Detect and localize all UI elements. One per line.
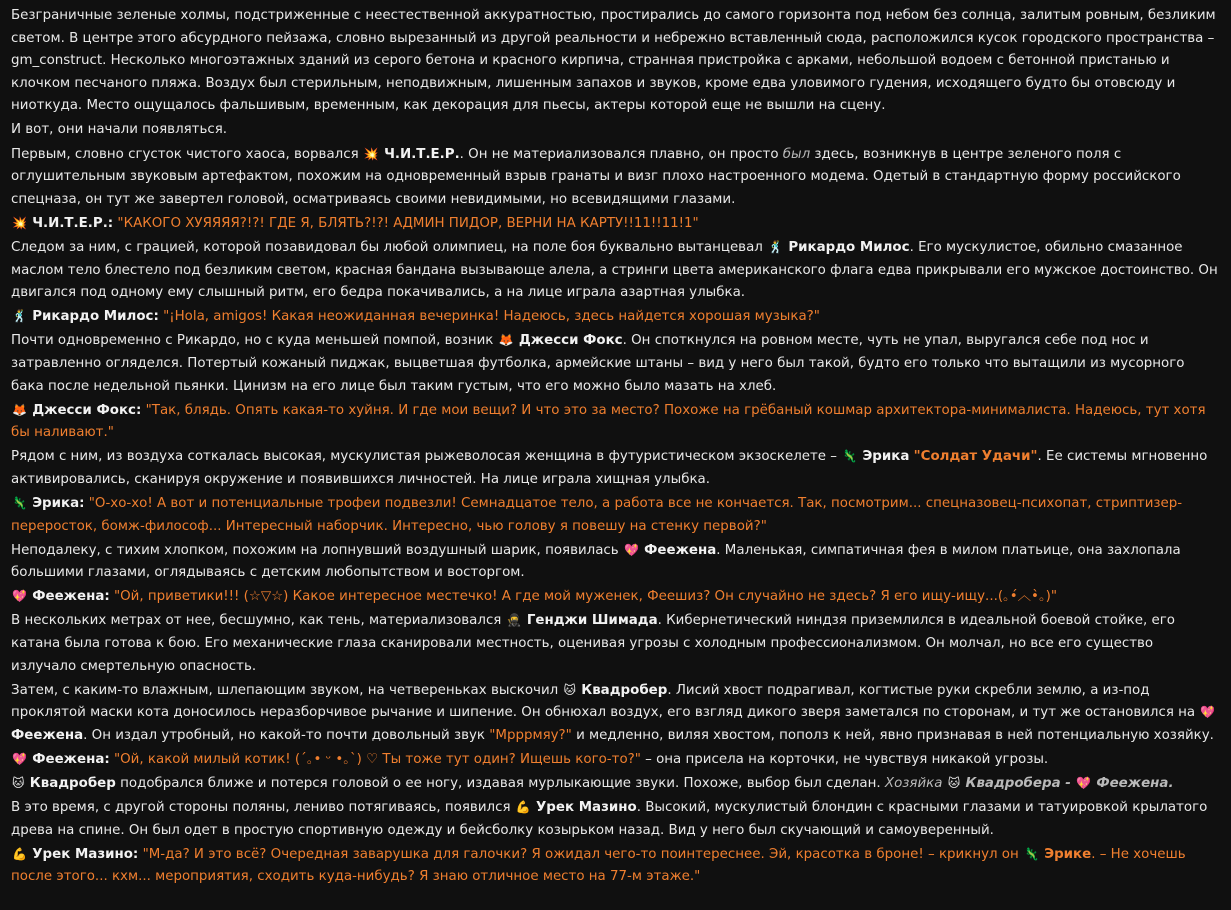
character-name-jessie: Джесси Фокс xyxy=(518,333,623,349)
narration-text: В это время, с другой стороны поляны, лениво потягиваясь, появился xyxy=(11,800,515,816)
dialogue-line xyxy=(11,493,1221,538)
narration-text: . Он не материализовался плавно, он просто xyxy=(459,146,783,162)
narration-text: . Он издал утробный, но какой-то почти довольный звук xyxy=(83,727,490,743)
italic-bold-text: Квадробера - xyxy=(965,776,1071,792)
cat-icon: 🐱 xyxy=(12,776,25,791)
heart-icon: 💖 xyxy=(12,752,27,766)
heart-icon: 💖 xyxy=(12,589,27,604)
narration-paragraph xyxy=(11,610,1221,678)
narration-text: и медленно, виляя хвостом, пополз к ней, явно признавая в ней потенциальную хозяйку. xyxy=(571,727,1214,743)
speaker-name: Ч.И.Т.Е.Р.: xyxy=(32,215,114,231)
speaker-name: Феежена: xyxy=(32,589,110,605)
dialogue-quote: "¡Hola, amigos! Какая неожиданная вечеринка! Надеюсь, здесь найдется хорошая музыка?" xyxy=(163,309,820,325)
dialogue-quote: "Ой, приветики!!! (☆▽☆) Какое интересное местечко! А где мой муженек, Феешиз? Он случайно не здесь? Я его ищу-ищу...(｡•́︿•̀｡)" xyxy=(113,589,1058,605)
narration-paragraph xyxy=(11,237,1221,305)
dialogue-quote: "Ой, какой милый котик! (´｡• ᵕ •｡`) ♡ Ты тоже тут один? Ищешь кого-то?" xyxy=(113,752,641,767)
character-name-feezhena: Феежена xyxy=(644,542,717,558)
narration-text: . Высокий, мускулистый блондин с красными глазами и татуировкой крылатого древа на спине. Он был одет в простую спортивную одежду и бейсболку козырьком назад. Вид у него был скучающий и самоуверенный. xyxy=(11,800,1208,838)
character-name-genji: Генджи Шимада xyxy=(526,613,658,629)
narration-paragraph xyxy=(11,540,1221,585)
fox-icon: 🦊 xyxy=(12,402,27,417)
fox-icon: 🦊 xyxy=(498,333,514,348)
speaker-name: Урек Мазино: xyxy=(32,846,139,862)
narration-text: Затем, с каким-то влажным, шлепающим звуком, на четвереньках выскочил xyxy=(11,682,563,698)
narration-text: И вот, они начали появляться. xyxy=(11,122,228,138)
narration-text: В нескольких метрах от нее, бесшумно, как тень, материализовался xyxy=(11,613,506,629)
heart-icon: 💖 xyxy=(1076,776,1092,791)
dancer-icon: 🕺 xyxy=(768,239,784,254)
narration-text: Безграничные зеленые холмы, подстриженные с неестественной аккуратностью, простирались до самого горизонта под небом без солнца, залитым ровным, безликим светом. В центре этого абсурдного пейзажа, словно вырезанный из другой реальности и небрежно вставленный сюда, расположился кусок городского пространства – gm_construct. Несколько многоэтажных зданий из серого бетона и красного кирпича, странная пристройка с арками, небольшой водоем с бетонной пристанью и клочком песчаного пляжа. Воздух был стерильным, неподвижным, лишенным запахов и звуков, кроме едва уловимого гудения, исходящего будто бы отовсюду и ниоткуда. Место ощущалось фальшивым, временным, как декорация для пьесы, актеры которой еще не вышли на сцену. xyxy=(11,8,1216,114)
narration-text: Следом за ним, с грацией, которой позавидовал бы любой олимпиец, на поле боя буквально вытанцевал xyxy=(11,239,768,255)
character-name-kvadrober: Квадробер xyxy=(581,682,668,698)
speaker-name: Джесси Фокс: xyxy=(32,402,142,418)
sound-quote: "Мрррмяу?" xyxy=(489,727,572,743)
flexed-biceps-icon: 💪 xyxy=(12,846,27,861)
dialogue-line xyxy=(11,306,1221,329)
narration-paragraph xyxy=(11,773,1221,796)
italic-bold-text: Феежена. xyxy=(1096,776,1174,792)
italic-text: Хозяйка xyxy=(884,776,943,792)
narration-text: Рядом с ним, из воздуха соткалась высокая, мускулистая рыжеволосая женщина в футуристическом экзоскелете – xyxy=(11,449,842,465)
narration-paragraph xyxy=(11,680,1221,748)
cat-icon: 🐱 xyxy=(947,776,961,791)
narration-text: . Он споткнулся на ровном месте, чуть не упал, выругался себе под нос и затравленно огляделся. Потертый кожаный пиджак, выцветшая футболка, армейские штаны – вид у него был такой, будто его только что вытащили из мусорного бака после недельной пьянки. Цинизм на его лице был таким густым, что его можно было мазать на хлеб. xyxy=(11,333,1185,394)
narration-text: . Его мускулистое, обильно смазанное маслом тело блестело под безликим светом, красная бандана вызывающе алела, а стринги цвета американского флага едва прикрывали его мужское достоинство. Он двигался под одному ему слышный ритм, его бедра покачивались, а на лице играла азартная улыбка. xyxy=(11,239,1218,301)
dialogue-quote: "КАКОГО ХУЯЯЯЯ?!?! ГДЕ Я, БЛЯТЬ?!?! АДМИН ПИДОР, ВЕРНИ НА КАРТУ!!11!!11!1" xyxy=(117,215,699,231)
dancer-icon: 🕺 xyxy=(12,309,27,324)
narration-text: Первым, словно сгусток чистого хаоса, ворвался xyxy=(11,146,363,162)
character-name-erika: Эрике xyxy=(1044,846,1092,862)
lizard-icon: 🦎 xyxy=(12,495,27,510)
narration-text: . Маленькая, симпатичная фея в милом платьице, она захлопала большими глазами, оглядываясь с детским любопытством и восторгом. xyxy=(11,542,1181,581)
speaker-name: Рикардо Милос: xyxy=(32,309,159,325)
dialogue-line xyxy=(11,400,1221,445)
italic-text: был xyxy=(782,146,811,162)
character-name-erika: Эрика xyxy=(862,449,910,465)
flexed-biceps-icon: 💪 xyxy=(515,800,531,815)
character-title-erika: "Солдат Удачи" xyxy=(913,449,1038,465)
heart-icon: 💖 xyxy=(1200,705,1216,720)
heart-icon: 💖 xyxy=(623,542,639,557)
narration-text: . Ее системы мгновенно активировались, сканируя окружение и появившихся личностей. На лице играла хищная улыбка. xyxy=(11,449,1208,487)
narration-text: – она присела на корточки, не чувствуя никакой угрозы. xyxy=(640,752,1049,767)
narration-paragraph xyxy=(11,330,1221,398)
narration-text: Неподалеку, с тихим хлопком, похожим на лопнувший воздушный шарик, появилась xyxy=(11,542,623,558)
narration-text: . Лисий хвост подрагивал, когтистые руки скребли землю, а из-под проклятой маски кота доносилось неразборчивое рычание и шипение. Он обнюхал воздух, его взгляд дикого зверя заметался по сторонам, и тут же остановился на xyxy=(11,682,1200,721)
dialogue-line xyxy=(11,844,1221,889)
character-name-urek: Урек Мазино xyxy=(535,800,637,816)
dialogue-line xyxy=(11,749,1221,772)
speaker-name: Феежена: xyxy=(32,752,110,767)
dialogue-quote: . – Не хочешь после этого... кхм... мероприятия, сходить куда-нибудь? Я знаю отличное место на 77-м этаже." xyxy=(11,846,1186,885)
dialogue-quote: "М-да? И это всё? Очередная заварушка для галочки? Я ожидал чего-то поинтереснее. Эй, красотка в броне! – крикнул он xyxy=(142,846,1024,862)
narration-paragraph xyxy=(11,797,1221,842)
narration-paragraph xyxy=(11,119,1221,142)
character-name-kvadrober: Квадробер xyxy=(29,776,116,792)
explosion-icon: 💥 xyxy=(12,215,27,230)
lizard-icon: 🦎 xyxy=(1024,846,1039,861)
narration-paragraph xyxy=(11,144,1221,212)
dialogue-quote: "О-хо-хо! А вот и потенциальные трофеи подвезли! Семнадцатое тело, а работа все не кончается. Так, посмотрим... спецназовец-психопат, стриптизер-переросток, бомж-философ... Интересный наборчик. Интересно, чью голову я повешу на стенку первой?" xyxy=(11,495,1183,534)
narration-text: . Кибернетический ниндзя приземлился в идеальной боевой стойке, его катана была готова к бою. Его механические глаза сканировали местность, оценивая угрозы с холодным профессионализмом. Он молчал, но все его существо излучало смертельную опасность. xyxy=(11,613,1175,674)
narration-paragraph xyxy=(11,446,1221,491)
narration-text: Почти одновременно с Рикардо, но с куда меньшей помпой, возник xyxy=(11,333,498,349)
character-name-ricardo: Рикардо Милос xyxy=(788,239,910,255)
narration-paragraph xyxy=(11,5,1221,118)
dialogue-line xyxy=(11,213,1221,236)
cat-icon: 🐱 xyxy=(563,682,576,697)
narration-text: подобрался ближе и потерся головой о ее ногу, издавая мурлыкающие звуки. Похоже, выбор был сделан. xyxy=(115,776,885,792)
narration-text: здесь, возникнув в центре зеленого поля с оглушительным звуковым артефактом, похожим на одновременный взрыв гранаты и визг плохо настроенного модема. Одетый в стандартную форму российского спецназа, он тут же завертел головой, осматриваясь своими невидимыми, но всевидящими глазами. xyxy=(11,146,1181,207)
character-name-cheater: Ч.И.Т.Е.Р. xyxy=(384,146,460,162)
explosion-icon: 💥 xyxy=(363,146,379,161)
dialogue-quote: "Так, блядь. Опять какая-то хуйня. И где мои вещи? И что это за место? Похоже на грёбаный кошмар архитектора-минималиста. Надеюсь, тут хотя бы наливают." xyxy=(11,402,1206,441)
speaker-name: Эрика: xyxy=(32,495,85,511)
dialogue-line xyxy=(11,586,1221,609)
character-name-feezhena: Феежена xyxy=(11,727,84,743)
ninja-icon: 🥷 xyxy=(506,613,522,628)
lizard-icon: 🦎 xyxy=(842,449,858,464)
